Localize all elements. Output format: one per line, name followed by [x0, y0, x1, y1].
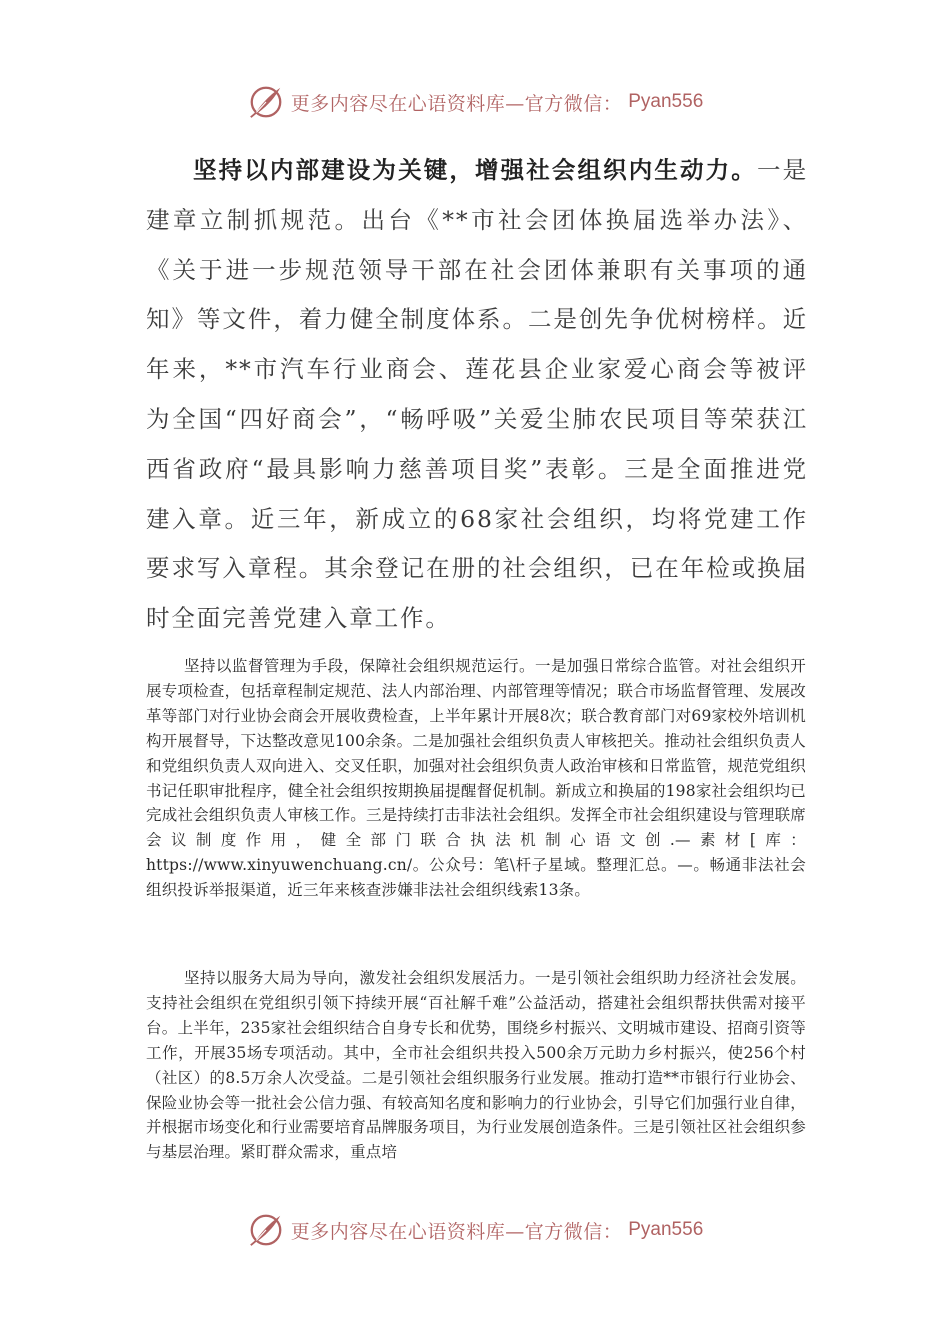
header-banner: [0, 80, 950, 124]
paragraph-supervision: 坚持以监督管理为手段，保障社会组织规范运行。一是加强日常综合监管。对社会组织开展专项检查，包括章程制定规范、法人内部治理、内部管理等情况；联合市场监督管理、发展改革等部门对行业协会商会开展收费检查，上半年累计开展8次；联合教育部门对69家校外培训机构开展督导，下达整改意见100余条。二是加强社会组织负责人审核把关。推动社会组织负责人和党组织负责人双向进入、交叉任职，加强对社会组织负责人政治审核和日常监管，规范党组织书记任职审批程序，健全社会组织按期换届提醒督促机制。新成立和换届的198家社会组织均已完成社会组织负责人审核工作。三是持续打击非法社会组织。发挥全市社会组织建设与管理联席会议制度作用，健全部门联合执法机制心语文创.—素材[库：https://www.xinyuwenchuang.cn/。公众号：笔\杆子星域。整理汇总。—。畅通非法社会组织投诉举报渠道，近三年来核查涉嫌非法社会组织线索13条。: [146, 657, 806, 900]
quill-pen-logo-icon: [247, 83, 285, 121]
banner-slogan: 更多内容尽在心语资料库—官方微信：: [290, 1220, 623, 1243]
footer-banner: [0, 1208, 950, 1252]
paragraph-lead: 坚持以内部建设为关键，增强社会组织内生动力。: [193, 156, 757, 184]
paragraph-service: 坚持以服务大局为导向，激发社会组织发展活力。一是引领社会组织助力经济社会发展。支持社会组织在党组织引领下持续开展“百社解千难”公益活动，搭建社会组织帮扶供需对接平台。上半年，235家社会组织结合自身专长和优势，围绕乡村振兴、文明城市建设、招商引资等工作，开展35场专项活动。其中，全市社会组织共投入500余万元助力乡村振兴，使256个村（社区）的8.5万余人次受益。二是引领社会组织服务行业发展。推动打造**市银行行业协会、保险业协会等一批社会公信力强、有较高知名度和影响力的行业协会，引导它们加强行业自律，并根据市场变化和行业需要培育品牌服务项目，为行业发展创造条件。三是引领社区社会组织参与基层治理。紧盯群众需求，重点培: [146, 969, 806, 1162]
banner-wechat-handle: Pyan556: [628, 91, 704, 112]
banner-wechat-handle: Pyan556: [628, 1219, 704, 1240]
paragraph-body: 一是建章立制抓规范。出台《**市社会团体换届选举办法》、《关于进一步规范领导干部在社会团体兼职有关事项的通知》等文件，着力健全制度体系。二是创先争优树榜样。近年来，**市汽车行业商会、莲花县企业家爱心商会等被评为全国“四好商会”，“畅呼吸”关爱尘肺农民项目等荣获江西省政府“最具影响力慈善项目奖”表彰。三是全面推进党建入章。近三年，新成立的68家社会组织，均将党建工作要求写入章程。其余登记在册的社会组织，已在年检或换届时全面完善党建入章工作。: [146, 156, 808, 633]
banner-slogan: 更多内容尽在心语资料库—官方微信：: [290, 92, 623, 115]
paragraph-internal-building: [146, 146, 808, 644]
quill-pen-logo-icon: [247, 1211, 285, 1249]
